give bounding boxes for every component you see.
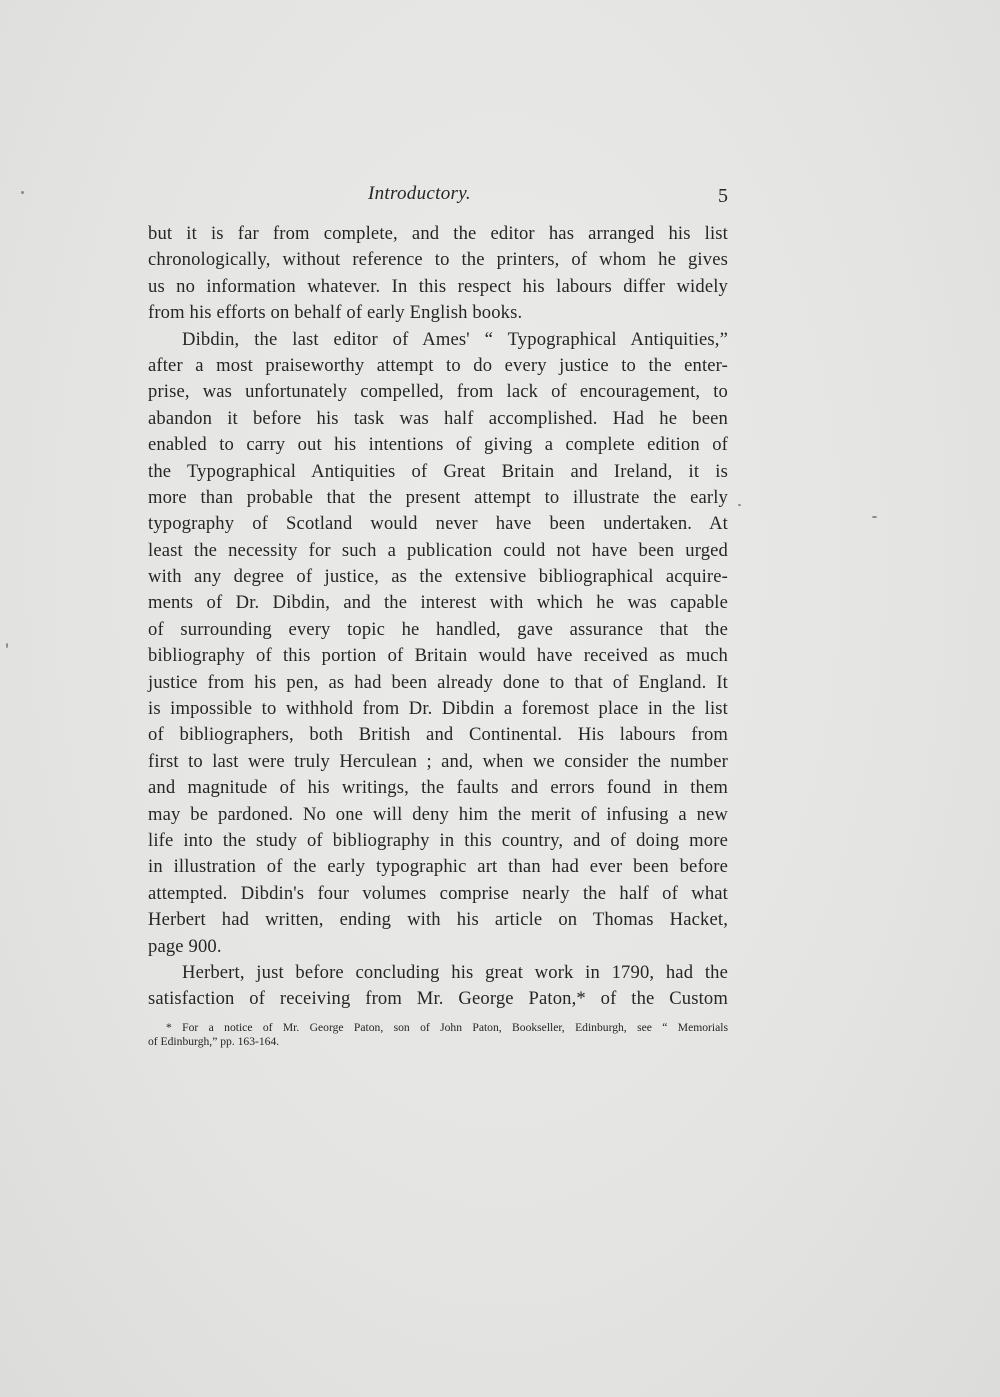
body-line: Herbert, just before concluding his great work in 1790, had the [182, 961, 728, 983]
body-line: us no information whatever. In this respect his labours differ widely [148, 275, 728, 297]
body-line: bibliography of this portion of Britain would have received as much [148, 645, 728, 667]
body-line: Herbert had written, ending with his article on Thomas Hacket, [148, 909, 728, 931]
body-text [148, 221, 728, 1013]
body-line: satisfaction of receiving from Mr. George Paton,* of the Custom [148, 988, 728, 1010]
running-head: Introductory. [368, 183, 471, 204]
paper-speck [738, 504, 741, 506]
body-line: chronologically, without reference to the printers, of whom he gives [148, 249, 728, 271]
footnote-line: * For a notice of Mr. George Paton, son of John Paton, Bookseller, Edinburgh, see “ Memorials [166, 1021, 728, 1034]
body-line: and magnitude of his writings, the faults and errors found in them [148, 777, 728, 799]
body-line: may be pardoned. No one will deny him the merit of infusing a new [148, 803, 728, 825]
body-line: least the necessity for such a publication could not have been urged [148, 539, 728, 561]
paper-speck [6, 643, 8, 648]
body-line: more than probable that the present attempt to illustrate the early [148, 486, 728, 508]
body-line: abandon it before his task was half accomplished. Had he been [148, 407, 728, 429]
footnote [148, 1021, 728, 1048]
footnote-line: of Edinburgh,” pp. 163-164. [148, 1034, 280, 1048]
body-line: prise, was unfortunately compelled, from lack of encouragement, to [148, 381, 728, 403]
body-line: in illustration of the early typographic art than had ever been before [148, 856, 728, 878]
body-line: page 900. [148, 935, 222, 957]
body-line: ments of Dr. Dibdin, and the interest with which he was capable [148, 592, 728, 614]
paper-speck [21, 191, 24, 194]
body-line: life into the study of bibliography in this country, and of doing more [148, 829, 728, 851]
body-line: after a most praiseworthy attempt to do every justice to the enter- [148, 354, 728, 376]
body-line: attempted. Dibdin's four volumes comprise nearly the half of what [148, 882, 728, 904]
body-line: enabled to carry out his intentions of giving a complete edition of [148, 434, 728, 456]
body-line: from his efforts on behalf of early English books. [148, 302, 523, 324]
body-line: the Typographical Antiquities of Great Britain and Ireland, it is [148, 460, 728, 482]
body-line: but it is far from complete, and the editor has arranged his list [148, 223, 728, 244]
body-line: justice from his pen, as had been already done to that of England. It [148, 671, 728, 693]
body-line: first to last were truly Herculean ; and, when we consider the number [148, 750, 728, 772]
page-header [148, 183, 728, 213]
paper-speck [872, 516, 877, 518]
body-line: of bibliographers, both British and Continental. His labours from [148, 724, 728, 746]
body-line: is impossible to withhold from Dr. Dibdin a foremost place in the list [148, 698, 728, 720]
body-line: typography of Scotland would never have been undertaken. At [148, 513, 728, 535]
body-line: of surrounding every topic he handled, gave assurance that the [148, 618, 728, 640]
body-line: with any degree of justice, as the extensive bibliographical acquire- [148, 566, 728, 588]
page-number: 5 [718, 185, 728, 207]
body-line: Dibdin, the last editor of Ames' “ Typographical Antiquities,” [182, 328, 728, 350]
